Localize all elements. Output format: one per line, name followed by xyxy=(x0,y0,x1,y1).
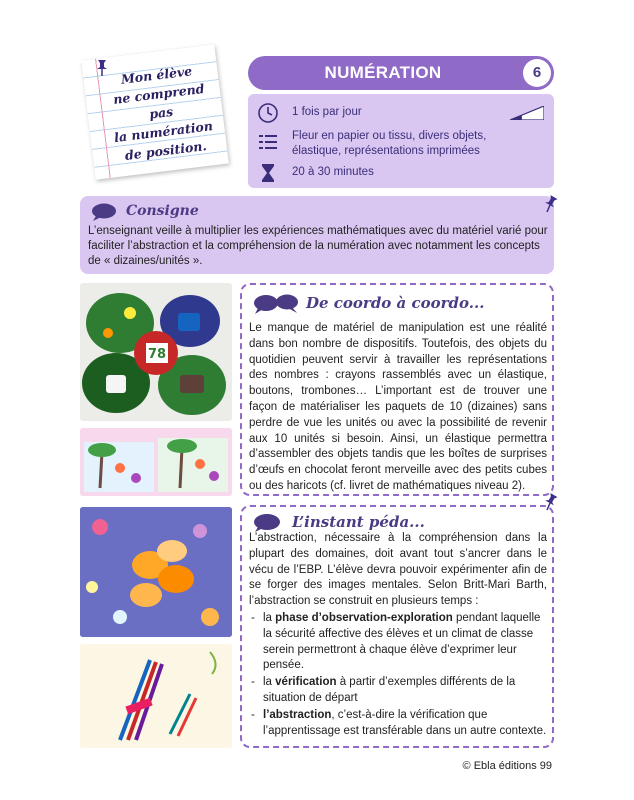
materials-list-icon xyxy=(257,132,279,154)
clock-icon xyxy=(257,102,279,124)
peda-body xyxy=(249,531,547,739)
coordo-section xyxy=(240,283,554,496)
page-footer: © Ebla éditions 99 xyxy=(462,760,552,772)
activity-info-box xyxy=(248,94,554,188)
pushpin-icon xyxy=(540,492,560,512)
photo-tree-cards xyxy=(80,428,232,496)
dialogue-bubbles-icon xyxy=(252,293,300,315)
list-item: - la phase d’observation-exploration pendant laquelle la sécurité affective des élèves et un climat de classe serein permettront à chaque élève d’exprimer leur pensée. xyxy=(249,611,547,674)
speech-bubble-icon xyxy=(252,513,282,533)
photo-leaf-flower xyxy=(80,283,232,421)
instant-peda-section xyxy=(240,505,554,748)
coordo-title: De coordo à coordo... xyxy=(306,294,485,312)
note-line-4: de position. xyxy=(124,138,208,163)
coordo-text: Le manque de matériel de manipulation est une réalité dans bon nombre de dispositifs. Toutefois, des objets du quotidien peuvent servir à travailler les représentations des nombres : crayons rassemblés avec un élastique, boutons, trombones… L’important est de trouver une façon de matérialiser les paquets de 10 (dizaines) sans perdre de vue les unités ou avec la possibilité de revenir aux 10 unités si besoin. Ainsi, un élastique permettra d’assembler des objets tandis que les boîtes de surprises d’œufs en chocolat feront merveille avec des petits cubes ou des haricots (cf. livret de mathématiques niveau 2). xyxy=(249,322,547,492)
pushpin-icon xyxy=(92,58,112,78)
materials-line-2: élastique, représentations imprimées xyxy=(292,145,480,157)
page-title: NUMÉRATION xyxy=(324,63,442,82)
peda-title: L’instant péda... xyxy=(292,513,425,531)
list-item: - l’abstraction, c’est-à-dire la vérification que l’apprentissage est transférable dans un autre contexte. xyxy=(249,708,547,740)
list-item: - la vérification à partir d’exemples différents de la situation de départ xyxy=(249,675,547,707)
pushpin-icon xyxy=(540,194,560,214)
photo-egg-boxes xyxy=(80,507,232,637)
materials-line-1: Fleur en papier ou tissu, divers objets, xyxy=(292,130,487,142)
number-card-label: 78 xyxy=(147,347,167,362)
note-line-2: ne comprend pas xyxy=(112,80,206,122)
frequency-text: 1 fois par jour xyxy=(292,106,362,118)
note-line-3: la numération xyxy=(113,118,214,146)
consigne-text: L’enseignant veille à multiplier les expériences mathématiques avec du matériel varié pour faciliter l’abstraction et la compréhension de la numération avec notamment les concepts de « dizaines/unités ». xyxy=(88,225,548,267)
hourglass-icon xyxy=(257,162,279,184)
difficulty-level-icon xyxy=(510,106,544,120)
peda-intro: L’abstraction, nécessaire à la compréhension dans la plupart des domaines, doit avant tout s’ancrer dans le vécu de l’EBP. L’élève devra pouvoir expérimenter afin de se forger des images mentales. Selon Britt-Mari Barth, l’abstraction se construit en plusieurs temps : xyxy=(249,532,547,608)
duration-text: 20 à 30 minutes xyxy=(292,166,374,178)
note-line-1: Mon élève xyxy=(120,63,193,87)
consigne-title: Consigne xyxy=(126,203,199,219)
photo-pencils-elastic xyxy=(80,644,232,748)
activity-number-badge: 6 xyxy=(523,59,551,87)
speech-bubble-icon xyxy=(90,202,118,222)
abstraction-steps-list xyxy=(249,611,547,739)
consigne-box xyxy=(80,196,554,274)
activity-title-bar xyxy=(248,56,554,90)
